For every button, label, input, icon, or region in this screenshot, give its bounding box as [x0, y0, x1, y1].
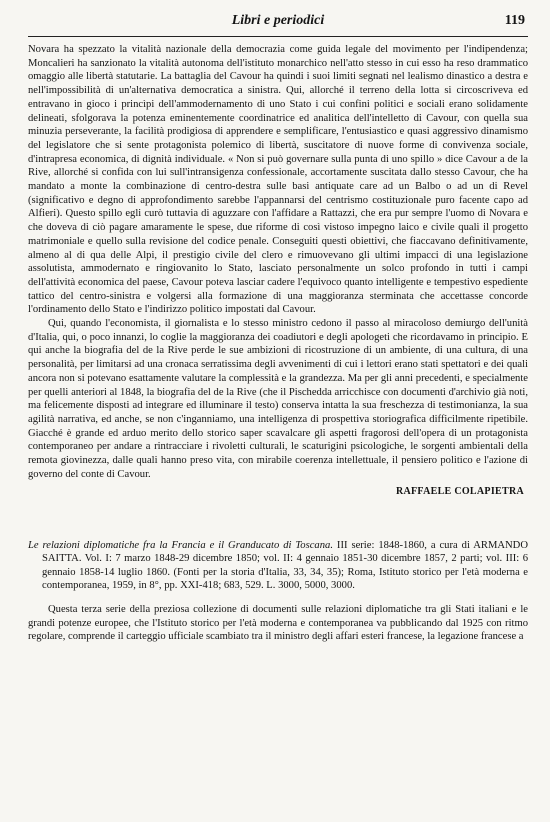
- review-paragraph: Novara ha spezzato la vitalità nazionale della democrazia come guida legale del movimento per l'indipendenza; Moncalieri ha sanzionato la vitalità autonoma dell'istituto monarchico nell'atto stesso in cui esso ha reso drammatico omaggio alle libertà statutarie. La battaglia del Cavour ha quindi i suoi limiti segnati nel lealismo dinastico a destra e nell'impossibilità di un'alternativa democratica a sinistra. Qui, allorché il terreno della lotta si circoscriveva ed entravano in gioco i princìpi dell'ammodernamento di uno Stato i cui confini politici e sociali erano solidamente delineati, sfolgorava la potenza eminentemente coordinatrice ed analitica dell'intelletto di Cavour, con quella sua minuzia perseverante, la facilità prodigiosa di apprendere e semplificare, l'entusiastico e quasi aggressivo dinamismo del legislatore che si sente protagonista polemico di libertà, suscitatore di nuove forme di convivenza sociale, d'intrapresa economica, di dignità individuale. « Non si può governare sulla punta di uno spillo » dice Cavour a de la Rive, allorché si confida con lui sull'intransigenza confessionale, accortamente suscitata dallo stesso Cavour, che ha mandato a monte la combinazione di centro-destra sulle basi antiquate care ad un Balbo o ad un di Revel (significativo e degno di approfondimento sarebbe l'appannarsi del centrismo costituzionale puro facente capo ad Alfieri). Questo spillo egli curò tuttavia di aguzzare con l'affidare a Rattazzi, che era pur sempre l'uomo di Novara e che doveva di ciò pagare amaramente le spese, due riforme di così vistoso impegno laico e civile quali il progetto matrimoniale e quello sulla revisione del codice penale. Conseguiti questi obiettivi, che fiaccavano definitivamente, almeno al di qua delle Alpi, il prestigio civile del clero e rimuovevano gli ultimi impacci di una legislazione assolutista, ammodernato e ringiovanito lo Stato, lasciato personalmente un solco profondo in tutti i campi dell'attività economica del paese, Cavour poteva lasciar cadere l'equivoco quanto intelligente e tempestivo espediente tattico del centro-sinistra e volgersi alla formazione di una maggioranza sterminata che accettasse concorde l'ordinamento dello Stato e l'indirizzo politico impostati dal Cavour.: [28, 44, 528, 316]
- bibliographic-entry: [28, 539, 528, 593]
- running-title: Libri e periodici: [231, 13, 325, 28]
- book-title: Le relazioni diplomatiche fra la Francia e il Granducato di Toscana.: [28, 539, 333, 551]
- page-number: 119: [504, 13, 525, 28]
- review-relazioni-diplomatiche: [28, 539, 528, 644]
- page-header: [28, 0, 528, 37]
- review-paragraph: Qui, quando l'economista, il giornalista e lo stesso ministro cedono il passo al miracoloso demiurgo dell'unità d'Italia, qui, o poco innanzi, lo coglie la maggioranza dei coadiutori e degli apologeti che ricordavamo in principio. E qui anche la biografia del de la Rive perde le sue ambizioni di ricostruzione di un ambiente, di una cultura, di una personalità, per limitarsi ad una cronaca serratissima degli avvenimenti di cui i lettori erano stati spettatori e dei quali ancora non si potevano esattamente valutare la complessità e la grandezza. Ma per gli anni precedenti, e specialmente per quelli anteriori al 1848, la biografia del de la Rive (che il Pischedda arricchisce con documenti d'archivio già noti, ma felicemente disposti ad integrare ed illuminare il testo) conserva intatta la sua freschezza di testimonianza, la sua agilità narrativa, ed anche, se non c'inganniamo, una intelligenza di prospettiva storiografica difficilmente ripetibile. Giacché è grande ed arduo merito dello storico saper scavalcare gli aspetti fragorosi dell'opera di un protagonista contemporaneo per andare a rintracciare i rivoletti culturali, le scaturigini psicologiche, le sorgenti ambientali della remota giovinezza, dalle quali hanno preso vita, con mirabile coerenza intellettuale, il pensiero politico e l'azione di governo del conte di Cavour.: [28, 318, 528, 480]
- review-signature: RAFFAELE COLAPIETRA: [395, 485, 524, 497]
- section-gap: [28, 497, 528, 539]
- book-citation: III serie: 1848-1860, a cura di ARMANDO SAITTA. Vol. I: 7 marzo 1848-29 dicembre 1850; vol. II: 4 gennaio 1851-30 dicembre 1857, 2 parti; vol. III: 6 gennaio 1858-14 luglio 1860. (Fonti per la storia d'Italia, 33, 34, 35); Roma, Istituto storico per l'età moderna e contemporanea, 1959, in 8°, pp. XXI-418; 683, 529. L. 3000, 5000, 3000.: [42, 539, 528, 592]
- review-cavour: [28, 43, 528, 497]
- review-paragraph: Questa terza serie della preziosa collezione di documenti sulle relazioni diplomatiche tra gli Stati italiani e le grandi potenze europee, che l'Istituto storico per l'età moderna e contemporanea va pubblicando dal 1925 con ritmo regolare, comprende il carteggio ufficiale scambiato tra il ministro degli affari esteri francese, la legazione francese a: [28, 603, 528, 643]
